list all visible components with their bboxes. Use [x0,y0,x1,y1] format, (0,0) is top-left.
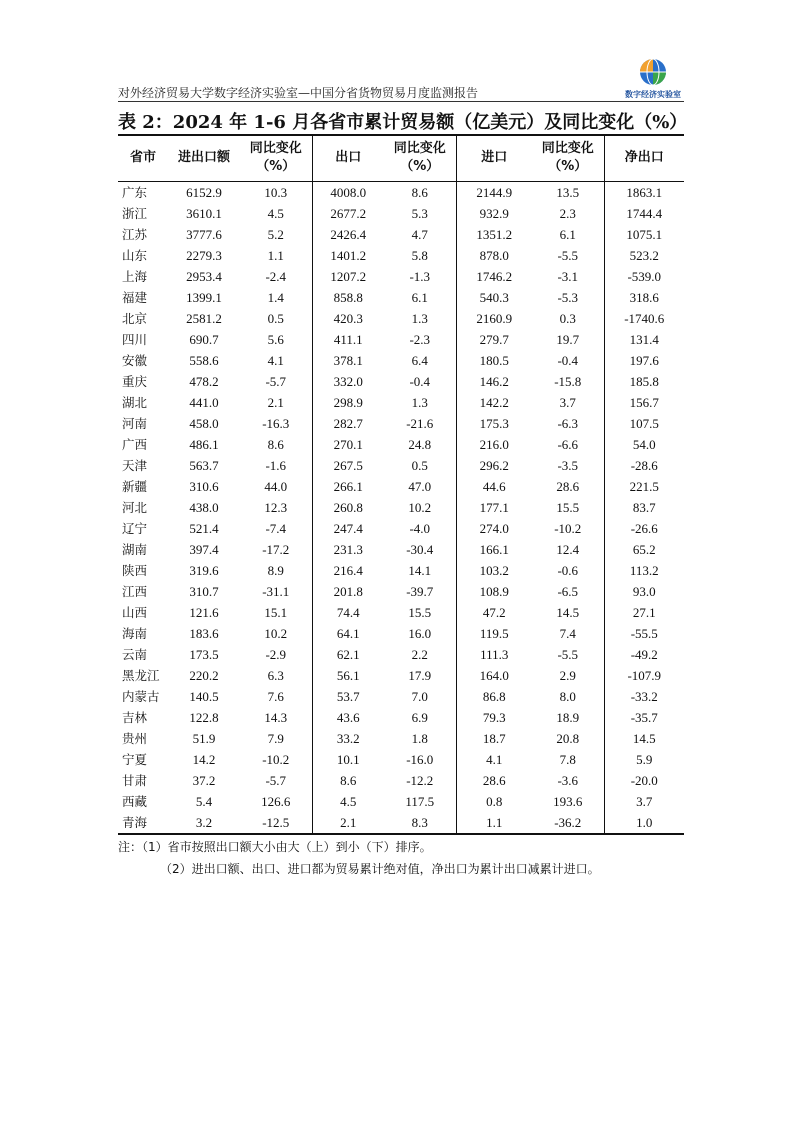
value-cell: -107.9 [604,665,684,686]
value-cell: -3.6 [557,772,579,788]
value-cell: 177.1 [456,497,532,518]
value-cell: -10.2 [262,751,290,767]
value-cell: -15.8 [554,373,582,389]
trade-table [118,134,684,835]
value-cell: 2.1 [267,394,284,410]
table-row [118,539,684,560]
table-row [118,329,684,350]
value-cell: 93.0 [604,581,684,602]
value-cell: 54.0 [604,434,684,455]
value-cell: 3.7 [604,791,684,812]
value-cell: 558.6 [189,352,219,368]
table-row [118,371,684,392]
value-cell: 2160.9 [456,308,532,329]
value-cell: 411.1 [312,329,384,350]
value-cell: -2.9 [265,646,287,662]
value-cell: -20.0 [604,770,684,791]
value-cell: 140.5 [189,688,219,704]
province-cell: 天津 [122,457,148,473]
value-cell: 282.7 [312,413,384,434]
province-cell: 西藏 [122,793,148,809]
value-cell: 108.9 [456,581,532,602]
value-cell: 15.1 [264,604,288,620]
value-cell: -6.5 [557,583,579,599]
value-cell: 332.0 [312,371,384,392]
table-row [118,644,684,665]
value-cell: 44.6 [456,476,532,497]
province-cell: 安徽 [122,352,148,368]
value-cell: 117.5 [405,793,435,809]
table-row [118,707,684,728]
value-cell: 221.5 [604,476,684,497]
value-cell: 19.7 [556,331,580,347]
table-row [118,434,684,455]
value-cell: -17.2 [262,541,290,557]
value-cell: -3.5 [557,457,579,473]
value-cell: 44.0 [264,478,288,494]
value-cell: 28.6 [556,478,580,494]
value-cell: 523.2 [604,245,684,266]
value-cell: 5.3 [411,205,428,221]
value-cell: 180.5 [456,350,532,371]
value-cell: 1.4 [267,289,284,305]
value-cell: 53.7 [312,686,384,707]
value-cell: 858.8 [312,287,384,308]
value-cell: 216.0 [456,434,532,455]
value-cell: 33.2 [312,728,384,749]
province-cell: 贵州 [122,730,148,746]
value-cell: -35.7 [604,707,684,728]
value-cell: -33.2 [604,686,684,707]
value-cell: 173.5 [189,646,219,662]
value-cell: -21.6 [406,415,434,431]
value-cell: 8.0 [559,688,576,704]
value-cell: 4.1 [456,749,532,770]
value-cell: 1.8 [411,730,428,746]
table-row [118,203,684,224]
province-cell: 福建 [122,289,148,305]
value-cell: 270.1 [312,434,384,455]
value-cell: -2.3 [409,331,431,347]
value-cell: -28.6 [604,455,684,476]
table-row [118,812,684,834]
province-cell: 江西 [122,583,148,599]
globe-logo-icon [618,56,688,90]
value-cell: 175.3 [456,413,532,434]
table-row [118,350,684,371]
value-cell: 4.7 [411,226,428,242]
province-cell: 山西 [122,604,148,620]
table-row [118,791,684,812]
value-cell: -0.4 [409,373,431,389]
value-cell: 266.1 [312,476,384,497]
value-cell: 2.1 [312,812,384,834]
value-cell: 2953.4 [186,268,222,284]
value-cell: 6.1 [411,289,428,305]
province-cell: 新疆 [122,478,148,494]
value-cell: 310.7 [189,583,219,599]
value-cell: 2144.9 [456,181,532,203]
value-cell: 2426.4 [312,224,384,245]
province-cell: 上海 [122,268,148,284]
value-cell: 8.6 [411,184,428,200]
table-row [118,665,684,686]
province-cell: 甘肃 [122,772,148,788]
value-cell: 156.7 [604,392,684,413]
value-cell: -39.7 [406,583,434,599]
value-cell: 12.3 [264,499,288,515]
province-cell: 广西 [122,436,148,452]
table-row [118,455,684,476]
province-cell: 辽宁 [122,520,148,536]
province-cell: 广东 [122,184,148,200]
value-cell: 7.4 [559,625,576,641]
value-cell: 119.5 [456,623,532,644]
logo-text: 数字经济实验室 [625,90,681,99]
table-row [118,413,684,434]
value-cell: 164.0 [456,665,532,686]
province-cell: 北京 [122,310,148,326]
col-header: 同比变化（%） [384,135,456,181]
value-cell: 142.2 [456,392,532,413]
value-cell: 37.2 [192,772,216,788]
value-cell: 6.1 [559,226,576,242]
col-header: 同比变化（%） [240,135,312,181]
value-cell: 1.3 [411,394,428,410]
value-cell: -5.7 [265,373,287,389]
value-cell: 298.9 [312,392,384,413]
value-cell: 4.5 [312,791,384,812]
value-cell: 7.8 [559,751,576,767]
table-row [118,602,684,623]
table-row [118,476,684,497]
value-cell: 521.4 [189,520,219,536]
province-cell: 四川 [122,331,148,347]
value-cell: 8.9 [267,562,284,578]
value-cell: 1863.1 [604,181,684,203]
value-cell: 486.1 [189,436,219,452]
value-cell: 478.2 [189,373,219,389]
table-notes [118,836,718,880]
value-cell: 65.2 [604,539,684,560]
value-cell: 15.5 [408,604,432,620]
value-cell: 2.2 [411,646,428,662]
value-cell: 64.1 [312,623,384,644]
value-cell: 1399.1 [186,289,222,305]
province-cell: 湖北 [122,394,148,410]
value-cell: -5.5 [557,646,579,662]
value-cell: 4.1 [267,352,284,368]
value-cell: -12.5 [240,812,312,834]
value-cell: 51.9 [192,730,216,746]
value-cell: 1207.2 [312,266,384,287]
value-cell: 260.8 [312,497,384,518]
value-cell: -26.6 [604,518,684,539]
table-row [118,497,684,518]
value-cell: 14.3 [264,709,288,725]
value-cell: 318.6 [604,287,684,308]
value-cell: -539.0 [604,266,684,287]
province-cell: 吉林 [122,709,148,725]
value-cell: -5.5 [557,247,579,263]
value-cell: -7.4 [265,520,287,536]
value-cell: 0.8 [456,791,532,812]
note-2: （2）进出口额、出口、进口都为贸易累计绝对值，净出口为累计出口减累计进口。 [160,862,600,876]
col-header: 净出口 [604,135,684,181]
value-cell: -1.3 [409,268,431,284]
value-cell: 6.4 [411,352,428,368]
value-cell: 296.2 [456,455,532,476]
value-cell: 10.2 [264,625,288,641]
table-row [118,749,684,770]
value-cell: 18.9 [556,709,580,725]
value-cell: 20.8 [556,730,580,746]
value-cell: 12.4 [556,541,580,557]
table-row [118,770,684,791]
value-cell: 7.6 [267,688,284,704]
value-cell: 458.0 [189,415,219,431]
value-cell: 5.4 [195,793,213,809]
province-cell: 青海 [118,812,168,834]
value-cell: -6.6 [557,436,579,452]
value-cell: 0.3 [559,310,576,326]
value-cell: 8.3 [384,812,456,834]
table-row [118,308,684,329]
table-row [118,581,684,602]
value-cell: 197.6 [604,350,684,371]
value-cell: -49.2 [604,644,684,665]
table-title: 表 2：2024 年 1-6 月各省市累计贸易额（亿美元）及同比变化（%） [118,112,688,133]
value-cell: 267.5 [312,455,384,476]
value-cell: 10.3 [264,184,288,200]
value-cell: 563.7 [189,457,219,473]
province-cell: 湖南 [122,541,148,557]
value-cell: 7.0 [411,688,428,704]
value-cell: 6.3 [267,667,284,683]
value-cell: -5.7 [265,772,287,788]
value-cell: 3777.6 [186,226,222,242]
value-cell: -55.5 [604,623,684,644]
value-cell: 166.1 [456,539,532,560]
report-header: 对外经济贸易大学数字经济实验室—中国分省货物贸易月度监测报告 [118,86,479,100]
value-cell: 10.1 [312,749,384,770]
value-cell: 4008.0 [312,181,384,203]
value-cell: 14.5 [556,604,580,620]
value-cell: 1746.2 [456,266,532,287]
value-cell: 438.0 [189,499,219,515]
value-cell: 247.4 [312,518,384,539]
value-cell: 6.9 [411,709,428,725]
value-cell: 1.3 [411,310,428,326]
col-header: 进口 [456,135,532,181]
value-cell: -12.2 [406,772,434,788]
value-cell: 122.8 [189,709,219,725]
value-cell: 216.4 [312,560,384,581]
value-cell: 14.1 [408,562,432,578]
value-cell: 121.6 [189,604,219,620]
value-cell: 3.7 [559,394,576,410]
table-row [118,266,684,287]
value-cell: 310.6 [189,478,219,494]
value-cell: 231.3 [312,539,384,560]
value-cell: 62.1 [312,644,384,665]
value-cell: 1.0 [604,812,684,834]
col-header: 省市 [118,135,168,181]
province-cell: 陕西 [122,562,148,578]
value-cell: 3610.1 [186,205,222,221]
value-cell: 193.6 [553,793,583,809]
value-cell: 6152.9 [186,184,222,200]
col-header: 出口 [312,135,384,181]
value-cell: 56.1 [312,665,384,686]
value-cell: -3.1 [557,268,579,284]
value-cell: 2581.2 [186,310,222,326]
value-cell: -16.3 [262,415,290,431]
value-cell: 15.5 [556,499,580,515]
value-cell: 10.2 [408,499,432,515]
value-cell: 8.6 [312,770,384,791]
value-cell: 7.9 [267,730,284,746]
table-row [118,686,684,707]
table-row [118,224,684,245]
value-cell: 131.4 [604,329,684,350]
value-cell: -5.3 [557,289,579,305]
province-cell: 内蒙古 [122,688,160,704]
value-cell: -31.1 [262,583,290,599]
value-cell: 5.9 [604,749,684,770]
value-cell: 378.1 [312,350,384,371]
value-cell: -36.2 [532,812,604,834]
value-cell: 5.6 [267,331,284,347]
value-cell: 103.2 [456,560,532,581]
value-cell: 14.2 [192,751,216,767]
province-cell: 云南 [122,646,148,662]
value-cell: 185.8 [604,371,684,392]
col-header: 同比变化（%） [532,135,604,181]
value-cell: -2.4 [265,268,287,284]
value-cell: -1740.6 [604,308,684,329]
value-cell: -0.6 [557,562,579,578]
value-cell: 1351.2 [456,224,532,245]
table-body [118,181,684,834]
province-cell: 黑龙江 [122,667,160,683]
value-cell: 5.2 [267,226,284,242]
value-cell: 220.2 [189,667,219,683]
province-cell: 山东 [122,247,148,263]
value-cell: 1744.4 [604,203,684,224]
value-cell: 86.8 [456,686,532,707]
province-cell: 宁夏 [122,751,148,767]
value-cell: 319.6 [189,562,219,578]
value-cell: 2279.3 [186,247,222,263]
value-cell: 1.1 [267,247,284,263]
value-cell: 420.3 [312,308,384,329]
value-cell: -6.3 [557,415,579,431]
value-cell: 932.9 [456,203,532,224]
value-cell: 183.6 [189,625,219,641]
value-cell: -30.4 [406,541,434,557]
value-cell: 4.5 [267,205,284,221]
note-1: 注：（1）省市按照出口额大小由大（上）到小（下）排序。 [118,840,432,854]
value-cell: 17.9 [408,667,432,683]
col-header: 进出口额 [168,135,240,181]
value-cell: 16.0 [408,625,432,641]
value-cell: 47.2 [456,602,532,623]
value-cell: 2677.2 [312,203,384,224]
value-cell: 201.8 [312,581,384,602]
value-cell: 0.5 [411,457,428,473]
value-cell: 43.6 [312,707,384,728]
value-cell: 690.7 [189,331,219,347]
value-cell: 28.6 [456,770,532,791]
value-cell: 878.0 [456,245,532,266]
value-cell: -4.0 [409,520,431,536]
value-cell: 146.2 [456,371,532,392]
value-cell: 8.6 [267,436,284,452]
value-cell: 2.3 [559,205,576,221]
value-cell: 274.0 [456,518,532,539]
value-cell: 1401.2 [312,245,384,266]
value-cell: 27.1 [604,602,684,623]
value-cell: 0.5 [267,310,284,326]
value-cell: 1.1 [456,812,532,834]
value-cell: 24.8 [408,436,432,452]
value-cell: 79.3 [456,707,532,728]
table-row [118,518,684,539]
province-cell: 江苏 [122,226,148,242]
value-cell: 107.5 [604,413,684,434]
value-cell: 1075.1 [604,224,684,245]
province-cell: 浙江 [122,205,148,221]
value-cell: -16.0 [406,751,434,767]
province-cell: 河北 [122,499,148,515]
table-row [118,728,684,749]
table-row [118,287,684,308]
table-row [118,560,684,581]
value-cell: 83.7 [604,497,684,518]
table-row [118,392,684,413]
value-cell: -0.4 [557,352,579,368]
value-cell: 540.3 [456,287,532,308]
lab-logo [618,56,688,100]
value-cell: 14.5 [604,728,684,749]
value-cell: 279.7 [456,329,532,350]
table-header-row [118,135,684,181]
value-cell: 2.9 [559,667,576,683]
value-cell: 126.6 [261,793,291,809]
province-cell: 海南 [122,625,148,641]
table-row [118,245,684,266]
value-cell: 441.0 [189,394,219,410]
value-cell: -10.2 [554,520,582,536]
value-cell: 3.2 [168,812,240,834]
value-cell: 47.0 [408,478,432,494]
value-cell: 113.2 [604,560,684,581]
value-cell: 5.8 [411,247,428,263]
table-row [118,181,684,203]
value-cell: 13.5 [556,184,580,200]
value-cell: 18.7 [456,728,532,749]
value-cell: -1.6 [265,457,287,473]
header-rule [118,101,684,102]
table-row [118,623,684,644]
value-cell: 74.4 [312,602,384,623]
value-cell: 397.4 [189,541,219,557]
province-cell: 重庆 [122,373,148,389]
province-cell: 河南 [122,415,148,431]
value-cell: 111.3 [456,644,532,665]
